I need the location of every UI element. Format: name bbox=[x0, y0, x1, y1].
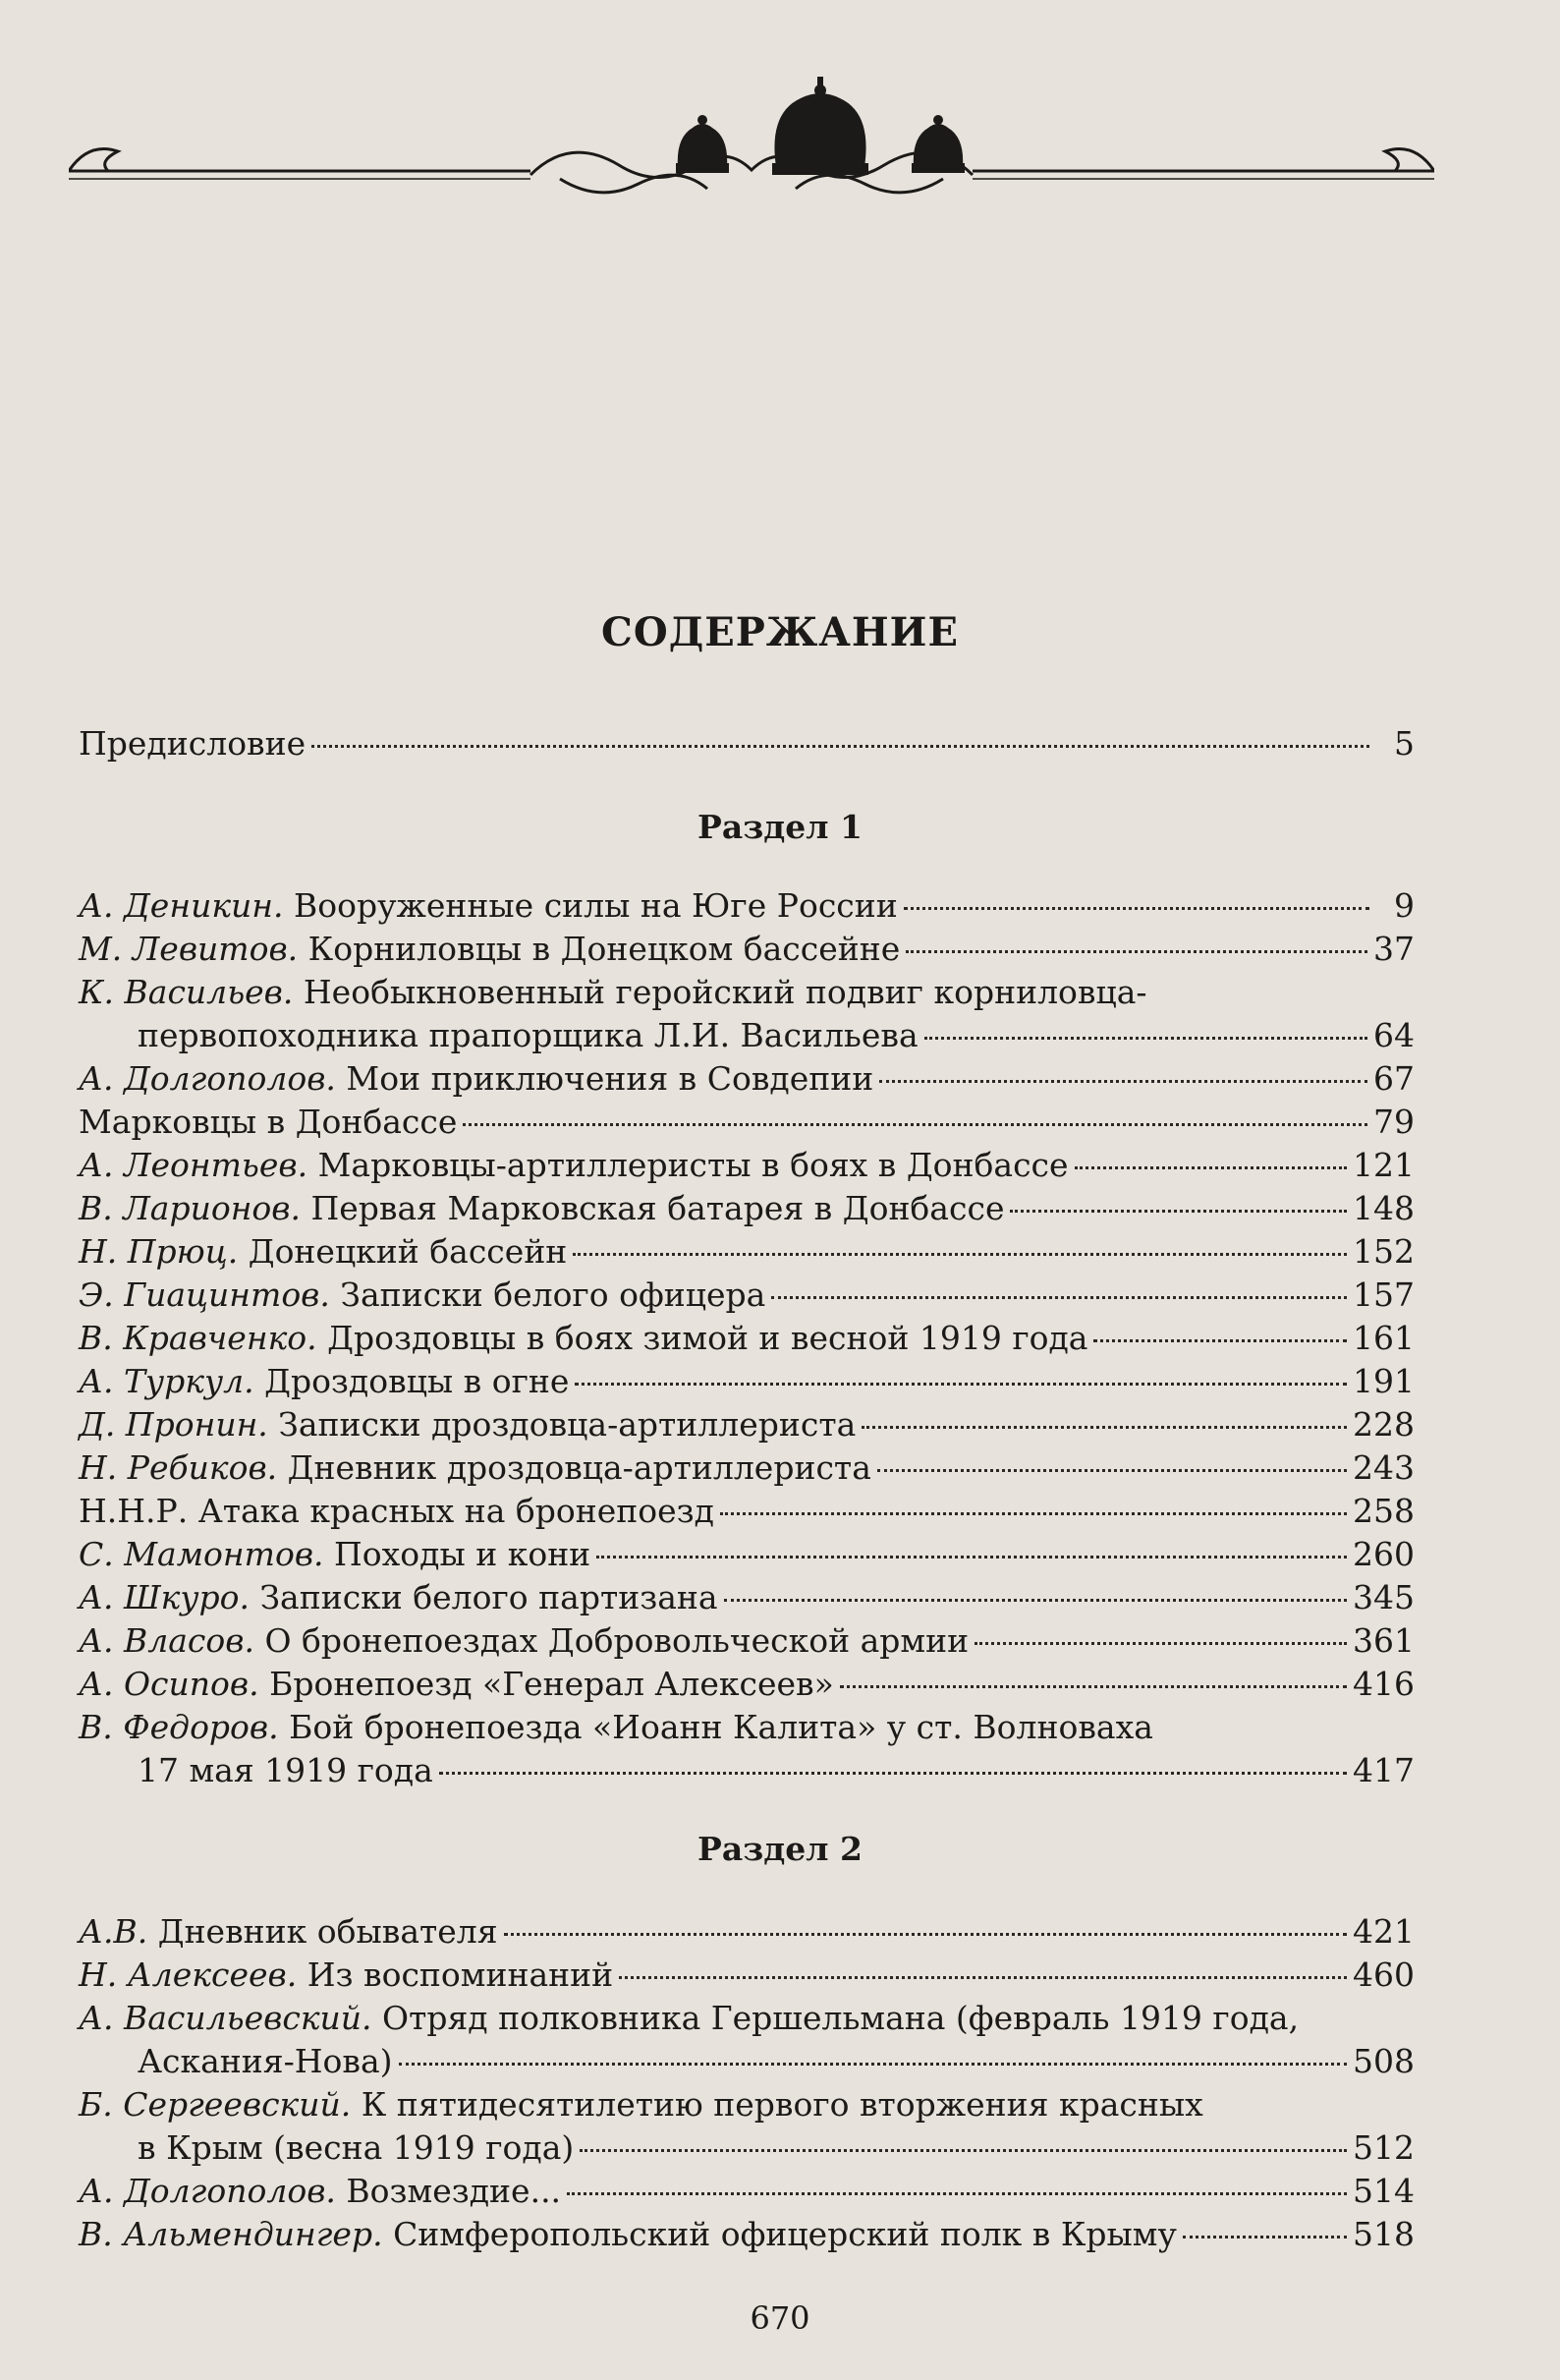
toc-entry bbox=[79, 884, 1415, 928]
toc-entry bbox=[79, 1274, 1415, 1317]
entry-author: А.В. bbox=[79, 1912, 148, 1951]
entry-title: первопоходника прапорщика Л.И. Васильева bbox=[138, 1016, 919, 1054]
page-ref: 191 bbox=[1353, 1362, 1415, 1400]
page-ref: 148 bbox=[1353, 1189, 1415, 1227]
entry-author: В. Ларионов. bbox=[79, 1189, 301, 1227]
dot-leader bbox=[567, 2192, 1347, 2195]
entry-author: А. Шкуро. bbox=[79, 1578, 250, 1616]
entry-title: Дневник обывателя bbox=[157, 1912, 498, 1951]
section-1-title: Раздел 1 bbox=[697, 808, 863, 846]
toc-line bbox=[79, 1663, 1415, 1706]
entry-author: А. Осипов. bbox=[79, 1665, 259, 1703]
toc-entry bbox=[79, 1910, 1415, 1954]
page-ref: 260 bbox=[1353, 1535, 1415, 1573]
dot-leader bbox=[862, 1426, 1347, 1429]
entry-author: Н. Ребиков. bbox=[79, 1448, 278, 1487]
entry-title: Походы и кони bbox=[334, 1535, 591, 1573]
dot-leader bbox=[439, 1772, 1347, 1775]
toc-line bbox=[79, 2213, 1415, 2256]
dot-leader bbox=[975, 1642, 1347, 1645]
toc-line bbox=[79, 1910, 1415, 1954]
toc-line bbox=[79, 1014, 1415, 1057]
entry-author: С. Мамонтов. bbox=[79, 1535, 324, 1573]
page-ref: 518 bbox=[1353, 2215, 1415, 2253]
toc-entry bbox=[79, 1317, 1415, 1360]
entry-title: Записки белого офицера bbox=[340, 1275, 766, 1314]
dot-leader bbox=[619, 1976, 1347, 1979]
page-ref: 157 bbox=[1353, 1275, 1415, 1314]
entry-title: 17 мая 1919 года bbox=[138, 1751, 433, 1789]
toc-line bbox=[79, 1057, 1415, 1101]
dot-leader bbox=[724, 1599, 1347, 1602]
entry-author: А. Деникин. bbox=[79, 886, 284, 925]
toc-line bbox=[79, 2170, 1415, 2213]
entry-title: Аскания-Нова) bbox=[138, 2042, 393, 2080]
toc-entry bbox=[79, 1997, 1415, 2083]
entry-title: Возмездие... bbox=[346, 2172, 562, 2210]
crown-ornament-icon bbox=[69, 69, 1434, 216]
entry-title: О бронепоездах Добровольческой армии bbox=[264, 1621, 970, 1660]
entry-author: В. Федоров. bbox=[79, 1708, 279, 1746]
entry-title: Вооруженные силы на Юге России bbox=[294, 886, 898, 925]
page-number: 670 bbox=[750, 2299, 810, 2337]
toc-entry bbox=[79, 1663, 1415, 1706]
entry-title: Донецкий бассейн bbox=[248, 1232, 568, 1271]
toc-line bbox=[79, 1619, 1415, 1663]
preface-entry bbox=[79, 722, 1415, 765]
toc-entry bbox=[79, 1187, 1415, 1230]
entry-title: Симферопольский офицерский полк в Крыму bbox=[393, 2215, 1177, 2253]
dot-leader bbox=[771, 1296, 1347, 1299]
entry-title: в Крым (весна 1919 года) bbox=[138, 2128, 575, 2167]
toc-entry bbox=[79, 1057, 1415, 1101]
page-ref: 79 bbox=[1373, 1103, 1415, 1141]
section-2-entries bbox=[79, 1910, 1415, 2256]
page-ref: 161 bbox=[1353, 1319, 1415, 1357]
entry-author: М. Левитов. bbox=[79, 930, 299, 968]
page-ref: 228 bbox=[1353, 1405, 1415, 1444]
entry-title: Бой бронепоезда «Иоанн Калита» у ст. Волноваха bbox=[289, 1708, 1153, 1746]
entry-title: Бронепоезд «Генерал Алексеев» bbox=[269, 1665, 834, 1703]
page-ref: 512 bbox=[1353, 2128, 1415, 2167]
dot-leader bbox=[1075, 1166, 1347, 1169]
dot-leader bbox=[504, 1933, 1347, 1936]
entry-author: Б. Сергеевский. bbox=[79, 2085, 352, 2124]
section-1-entries bbox=[79, 884, 1415, 1792]
dot-leader bbox=[1010, 1210, 1347, 1213]
page-ref: 345 bbox=[1353, 1578, 1415, 1616]
toc-line bbox=[79, 1533, 1415, 1576]
toc-line bbox=[79, 1274, 1415, 1317]
dot-leader bbox=[720, 1512, 1347, 1515]
toc-entry bbox=[79, 1230, 1415, 1274]
dot-leader bbox=[924, 1037, 1367, 1040]
dot-leader bbox=[575, 1383, 1347, 1386]
dot-leader bbox=[463, 1123, 1367, 1126]
dot-leader bbox=[596, 1556, 1347, 1558]
page-ref: 121 bbox=[1353, 1146, 1415, 1184]
entry-author: А. Власов. bbox=[79, 1621, 254, 1660]
toc-line bbox=[79, 1360, 1415, 1403]
toc-line bbox=[79, 1446, 1415, 1490]
toc-line bbox=[79, 2083, 1415, 2126]
toc-line bbox=[79, 1187, 1415, 1230]
toc-entry bbox=[79, 1619, 1415, 1663]
toc-entry bbox=[79, 1403, 1415, 1446]
dot-leader bbox=[1093, 1339, 1347, 1342]
toc-entry bbox=[79, 928, 1415, 971]
toc-entry bbox=[79, 1446, 1415, 1490]
entry-title: Первая Марковская батарея в Донбассе bbox=[310, 1189, 1005, 1227]
page-ref: 460 bbox=[1353, 1955, 1415, 1994]
toc-entry bbox=[79, 1954, 1415, 1997]
entry-title: Записки дроздовца-артиллериста bbox=[278, 1405, 857, 1444]
entry-author: А. Долгополов. bbox=[79, 1059, 336, 1098]
entry-author: А. Туркул. bbox=[79, 1362, 254, 1400]
entry-title: Необыкновенный геройский подвиг корниловца- bbox=[303, 973, 1147, 1011]
toc-line bbox=[79, 928, 1415, 971]
entry-author: В. Альмендингер. bbox=[79, 2215, 383, 2253]
entry-author: К. Васильев. bbox=[79, 973, 294, 1011]
dot-leader bbox=[840, 1685, 1347, 1688]
entry-title: Из воспоминаний bbox=[306, 1955, 614, 1994]
dot-leader bbox=[904, 907, 1369, 910]
entry-title: Марковцы-артиллеристы в боях в Донбассе bbox=[317, 1146, 1069, 1184]
toc-line bbox=[79, 1490, 1415, 1533]
toc-line bbox=[79, 2040, 1415, 2083]
entry-title: Мои приключения в Совдепии bbox=[346, 1059, 874, 1098]
toc-entry bbox=[79, 1144, 1415, 1187]
section-2-title: Раздел 2 bbox=[697, 1830, 863, 1868]
dot-leader bbox=[311, 745, 1369, 748]
toc-line bbox=[79, 1749, 1415, 1792]
toc-entry bbox=[79, 2213, 1415, 2256]
page-ref: 421 bbox=[1353, 1912, 1415, 1951]
entry-author: В. Кравченко. bbox=[79, 1319, 317, 1357]
page-ref: 67 bbox=[1373, 1059, 1415, 1098]
page-ref: 514 bbox=[1353, 2172, 1415, 2210]
toc-line bbox=[79, 1706, 1415, 1749]
entry-title: Отряд полковника Гершельмана (февраль 1919 года, bbox=[382, 1999, 1300, 2037]
toc-line bbox=[79, 1997, 1415, 2040]
toc-entry bbox=[79, 1706, 1415, 1792]
toc-entry bbox=[79, 2170, 1415, 2213]
page-ref: 258 bbox=[1353, 1492, 1415, 1530]
toc-entry bbox=[79, 2083, 1415, 2170]
entry-title: Корниловцы в Донецком бассейне bbox=[307, 930, 901, 968]
contents-title: СОДЕРЖАНИЕ bbox=[601, 609, 959, 655]
entry-author: Д. Пронин. bbox=[79, 1405, 268, 1444]
toc-entry bbox=[79, 1533, 1415, 1576]
page-ref: 64 bbox=[1373, 1016, 1415, 1054]
toc-entry bbox=[79, 1490, 1415, 1533]
entry-author: Н. Алексеев. bbox=[79, 1955, 298, 1994]
toc-line bbox=[79, 1317, 1415, 1360]
toc-entry bbox=[79, 1576, 1415, 1619]
toc-line bbox=[79, 1144, 1415, 1187]
entry-title: Предисловие bbox=[79, 724, 306, 763]
toc-entry bbox=[79, 1360, 1415, 1403]
toc-line bbox=[79, 884, 1415, 928]
entry-title: Н.Н.Р. Атака красных на бронепоезд bbox=[79, 1492, 714, 1530]
page-ref: 37 bbox=[1373, 930, 1415, 968]
entry-author: А. Леонтьев. bbox=[79, 1146, 308, 1184]
entry-author: Э. Гиацинтов. bbox=[79, 1275, 330, 1314]
dot-leader bbox=[580, 2149, 1347, 2152]
toc-line bbox=[79, 1230, 1415, 1274]
toc-line bbox=[79, 2126, 1415, 2170]
entry-author: А. Долгополов. bbox=[79, 2172, 336, 2210]
toc-line bbox=[79, 1954, 1415, 1997]
entry-title: Дневник дроздовца-артиллериста bbox=[287, 1448, 871, 1487]
page-ref: 152 bbox=[1353, 1232, 1415, 1271]
toc-entry bbox=[79, 1101, 1415, 1144]
dot-leader bbox=[877, 1469, 1347, 1472]
dot-leader bbox=[1183, 2236, 1347, 2238]
entry-title: Марковцы в Донбассе bbox=[79, 1103, 458, 1141]
dot-leader bbox=[399, 2063, 1347, 2066]
page-ref: 361 bbox=[1353, 1621, 1415, 1660]
page-ref: 508 bbox=[1353, 2042, 1415, 2080]
entry-title: Дроздовцы в боях зимой и весной 1919 года bbox=[327, 1319, 1088, 1357]
entry-title: К пятидесятилетию первого вторжения красных bbox=[361, 2085, 1203, 2124]
toc-line bbox=[79, 1403, 1415, 1446]
dot-leader bbox=[879, 1080, 1367, 1083]
entry-title: Дроздовцы в огне bbox=[264, 1362, 570, 1400]
page-ref: 9 bbox=[1394, 886, 1415, 925]
page-ref: 5 bbox=[1394, 724, 1415, 763]
entry-author: А. Васильевский. bbox=[79, 1999, 372, 2037]
toc-entry bbox=[79, 971, 1415, 1057]
dot-leader bbox=[573, 1253, 1347, 1256]
page-ref: 243 bbox=[1353, 1448, 1415, 1487]
dot-leader bbox=[906, 950, 1367, 953]
toc-line bbox=[79, 1101, 1415, 1144]
toc-line bbox=[79, 971, 1415, 1014]
entry-author: Н. Прюц. bbox=[79, 1232, 239, 1271]
toc-line bbox=[79, 1576, 1415, 1619]
page-ref: 416 bbox=[1353, 1665, 1415, 1703]
entry-title: Записки белого партизана bbox=[259, 1578, 718, 1616]
page-ref: 417 bbox=[1353, 1751, 1415, 1789]
